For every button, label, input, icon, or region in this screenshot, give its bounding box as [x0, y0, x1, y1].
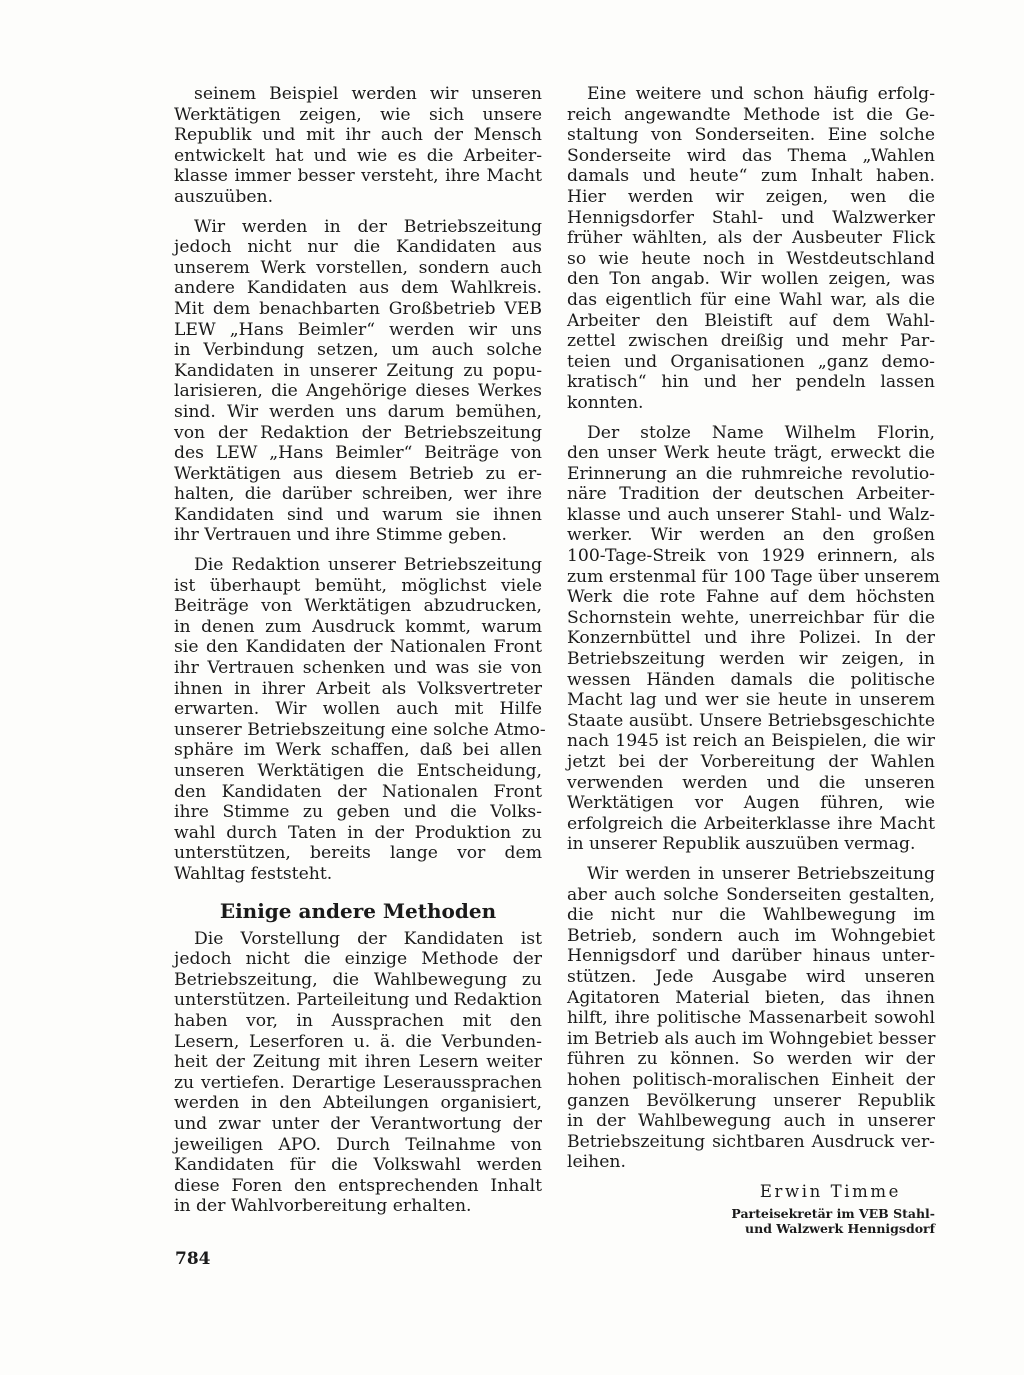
text-line: unterstützen, bereits lange vor dem	[174, 843, 542, 864]
text-line: Die Vorstellung der Kandidaten ist	[194, 928, 542, 949]
right-column-body	[567, 84, 940, 1173]
text-line: erwarten. Wir wollen auch mit Hilfe	[174, 699, 542, 720]
text-line: leihen.	[567, 1152, 626, 1173]
text-line: unserer Betriebszeitung eine solche Atmo-	[174, 719, 546, 740]
text-line: 100-Tage-Streik von 1929 erinnern, als	[567, 546, 935, 567]
text-line: Betriebszeitung werden wir zeigen, in	[567, 649, 935, 670]
text-line: unterstützen. Parteileitung und Redaktion	[174, 990, 543, 1011]
text-line: werden in den Abteilungen organisiert,	[174, 1093, 542, 1114]
text-line: damals und heute“ zum Inhalt haben.	[567, 166, 935, 187]
text-line: Kandidaten für die Volkswahl werden	[174, 1155, 542, 1176]
text-line: halten, die darüber schreiben, wer ihre	[174, 484, 542, 505]
text-line: Kandidaten sind und warum sie ihnen	[174, 504, 542, 525]
text-line: erfolgreich die Arbeiterklasse ihre Macht	[567, 813, 935, 834]
text-line: in denen zum Ausdruck kommt, warum	[174, 616, 542, 637]
text-line: Werktätigen zeigen, wie sich unsere	[174, 104, 542, 125]
section-heading: Einige andere Methoden	[219, 898, 497, 923]
text-line: Konzernbüttel und ihre Polizei. In der	[567, 628, 935, 649]
text-line: jedoch nicht die einzige Methode der	[174, 949, 542, 970]
left-column-after-heading	[174, 929, 542, 1217]
text-line: Betriebszeitung, die Wahlbewegung zu	[174, 969, 542, 990]
text-line: entwickelt hat und wie es die Arbeiter-	[174, 145, 542, 166]
text-line: ihre Stimme zu geben und die Volks-	[174, 802, 542, 823]
text-line: führen zu können. So werden wir der	[567, 1049, 935, 1070]
text-line: staltung von Sonderseiten. Eine solche	[567, 125, 935, 146]
text-line: den Kandidaten der Nationalen Front	[174, 781, 542, 802]
text-line: reich angewandte Methode ist die Ge-	[567, 104, 935, 125]
text-line: Beiträge von Werktätigen abzudrucken,	[174, 596, 542, 617]
text-line: wessen Händen damals die politische	[567, 669, 935, 690]
text-line: auszuüben.	[174, 186, 274, 207]
text-line: im Betrieb als auch im Wohngebiet besser	[567, 1028, 936, 1049]
text-line: Staate ausübt. Unsere Betriebsgeschichte	[567, 710, 935, 731]
text-line: Die Redaktion unserer Betriebszeitung	[194, 555, 542, 576]
author-name: Erwin Timme	[759, 1181, 901, 1201]
text-line: ganzen Bevölkerung unserer Republik	[567, 1090, 935, 1111]
text-line: haben vor, in Aussprachen mit den	[174, 1010, 542, 1031]
text-line: diese Foren den entsprechenden Inhalt	[174, 1175, 542, 1196]
text-line: Sonderseite wird das Thema „Wahlen	[567, 145, 935, 166]
left-column	[174, 84, 546, 1226]
text-line: konnten.	[567, 392, 644, 413]
paragraph	[567, 864, 935, 1173]
text-line: Der stolze Name Wilhelm Florin,	[587, 422, 935, 443]
text-line: unseren Werktätigen die Entscheidung,	[174, 761, 542, 781]
text-line: Arbeiter den Bleistift auf dem Wahl-	[567, 310, 935, 331]
text-line: sind. Wir werden uns darum bemühen,	[174, 401, 542, 422]
text-line: Wahltag feststeht.	[174, 863, 333, 884]
text-line: klasse und auch unserer Stahl- und Walz-	[567, 504, 935, 525]
text-line: Betriebszeitung sichtbaren Ausdruck ver-	[567, 1131, 935, 1152]
text-line: näre Tradition der deutschen Arbeiter-	[567, 484, 935, 505]
text-line: die nicht nur die Wahlbewegung im	[567, 905, 935, 926]
text-line: ist überhaupt bemüht, möglichst viele	[174, 575, 542, 596]
text-line: Wir werden in der Betriebszeitung	[194, 216, 542, 237]
paragraph	[174, 217, 542, 547]
text-line: Werktätigen aus diesem Betrieb zu er-	[174, 463, 542, 484]
text-line: Schornstein wehte, unerreichbar für die	[567, 607, 935, 628]
text-line: ihnen in ihrer Arbeit als Volksvertreter	[174, 678, 542, 699]
text-line: Werktätigen vor Augen führen, wie	[567, 793, 935, 814]
text-line: nach 1945 ist reich an Beispielen, die wir	[567, 731, 935, 752]
paragraph	[174, 84, 542, 208]
text-line: zum erstenmal für 100 Tage über unserem	[567, 566, 940, 587]
paragraph	[174, 929, 542, 1217]
text-line: klasse immer besser versteht, ihre Macht	[174, 166, 542, 187]
text-line: andere Kandidaten aus dem Wahlkreis.	[174, 278, 542, 299]
text-line: Hennigsdorf und darüber hinaus unter-	[567, 946, 935, 967]
text-line: zu vertiefen. Derartige Leseraussprachen	[174, 1072, 542, 1093]
text-line: kratisch“ hin und her pendeln lassen	[567, 372, 935, 393]
text-line: Wir werden in unserer Betriebszeitung	[587, 863, 935, 884]
text-line: jetzt bei der Vorbereitung der Wahlen	[567, 752, 935, 772]
text-line: hohen politisch-moralischen Einheit der	[567, 1069, 935, 1090]
text-line: Erinnerung an die ruhmreiche revolutio-	[567, 463, 935, 484]
text-line: Lesern, Leserforen u. ä. die Verbunden-	[174, 1031, 542, 1052]
text-line: hilft, ihre politische Massenarbeit sowohl	[567, 1008, 935, 1029]
text-line: teien und Organisationen „ganz demo-	[567, 351, 935, 372]
text-line: den Ton angab. Wir wollen zeigen, was	[567, 269, 935, 290]
text-line: in unserer Republik auszuüben vermag.	[567, 834, 916, 855]
page-number: 784	[175, 1249, 211, 1269]
signature-block	[567, 1182, 935, 1237]
text-line: früher wählten, als der Ausbeuter Flick	[567, 228, 935, 249]
author-role	[567, 1206, 935, 1236]
text-line: Republik und mit ihr auch der Mensch	[174, 125, 542, 146]
text-line: Betrieb, sondern auch im Wohngebiet	[567, 925, 935, 946]
author-role-line: Parteisekretär im VEB Stahl-	[731, 1206, 935, 1222]
text-line: jedoch nicht nur die Kandidaten aus	[174, 237, 542, 258]
text-line: wahl durch Taten in der Produktion zu	[174, 822, 542, 843]
paragraph	[174, 555, 546, 885]
text-line: von der Redaktion der Betriebszeitung	[174, 422, 542, 443]
text-line: verwenden werden und die unseren	[567, 772, 935, 793]
text-line: Hennigsdorfer Stahl- und Walzwerker	[567, 207, 935, 228]
text-line: sphäre im Werk schaffen, daß bei allen	[174, 740, 542, 761]
text-line: stützen. Jede Ausgabe wird unseren	[567, 966, 935, 987]
text-line: unserem Werk vorstellen, sondern auch	[174, 257, 542, 278]
text-line: Macht lag und wer sie heute in unserem	[567, 690, 935, 711]
text-line: Werk die rote Fahne auf dem höchsten	[567, 587, 935, 608]
text-line: larisieren, die Angehörige dieses Werkes	[174, 381, 542, 402]
right-column	[567, 84, 940, 1237]
text-line: das eigentlich für eine Wahl war, als die	[567, 289, 935, 310]
text-line: Mit dem benachbarten Großbetrieb VEB	[174, 298, 542, 319]
text-line: LEW „Hans Beimler“ werden wir uns	[174, 319, 542, 340]
text-line: in der Wahlvorbereitung erhalten.	[174, 1196, 472, 1217]
text-line: den unser Werk heute trägt, erweckt die	[567, 443, 935, 464]
text-line: ihr Vertrauen schenken und was sie von	[174, 658, 542, 679]
text-line: werker. Wir werden an den großen	[567, 525, 935, 546]
text-line: Hier werden wir zeigen, wen die	[567, 186, 935, 207]
text-line: seinem Beispiel werden wir unseren	[194, 84, 542, 104]
text-line: Kandidaten in unserer Zeitung zu popu-	[174, 360, 542, 381]
text-line: Eine weitere und schon häufig erfolg-	[587, 84, 935, 104]
text-line: sie den Kandidaten der Nationalen Front	[174, 637, 542, 658]
text-line: in der Wahlbewegung auch in unserer	[567, 1111, 935, 1132]
text-line: heit der Zeitung mit ihren Lesern weiter	[174, 1052, 542, 1073]
text-line: ihr Vertrauen und ihre Stimme geben.	[174, 525, 507, 546]
text-line: jeweiligen APO. Durch Teilnahme von	[174, 1134, 542, 1155]
text-line: des LEW „Hans Beimler“ Beiträge von	[174, 443, 542, 464]
text-line: aber auch solche Sonderseiten gestalten,	[567, 884, 935, 905]
paragraph	[567, 84, 935, 414]
author-role-line: und Walzwerk Hennigsdorf	[745, 1221, 935, 1237]
paragraph	[567, 422, 940, 855]
text-line: und zwar unter der Verantwortung der	[174, 1113, 542, 1134]
text-line: in Verbindung setzen, um auch solche	[174, 340, 542, 361]
left-column-body	[174, 84, 546, 885]
text-line: so wie heute noch in Westdeutschland	[567, 248, 935, 269]
text-line: Agitatoren Material bieten, das ihnen	[567, 987, 935, 1008]
text-line: zettel zwischen dreißig und mehr Par-	[567, 331, 935, 352]
